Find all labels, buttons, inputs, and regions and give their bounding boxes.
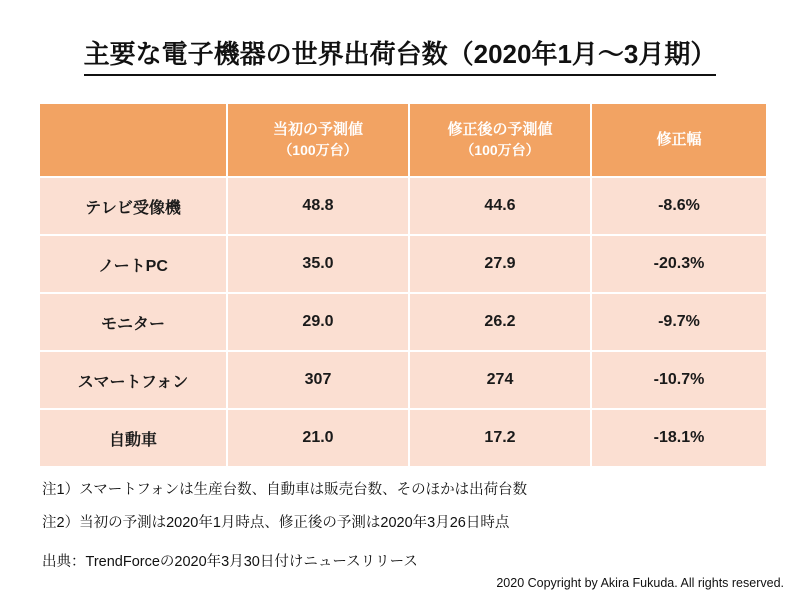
page-title-text: 主要な電子機器の世界出荷台数（2020年1月〜3月期）	[84, 34, 717, 76]
cell-notebook-pc-change: -20.3%	[592, 236, 766, 292]
footnote-1: 注1）スマートフォンは生産台数、自動車は販売台数、そのほかは出荷台数	[42, 482, 528, 498]
column-header-revised-line1: 修正後の予測値	[447, 121, 553, 139]
cell-monitor-revised: 26.2	[410, 294, 590, 350]
cell-automobile-initial: 21.0	[228, 410, 408, 466]
cell-monitor-initial: 29.0	[228, 294, 408, 350]
cell-tv-change: -8.6%	[592, 178, 766, 234]
cell-smartphone-revised: 274	[410, 352, 590, 408]
cell-smartphone-initial: 307	[228, 352, 408, 408]
column-header-category	[40, 104, 226, 176]
footnote-2: 注2）当初の予測は2020年1月時点、修正後の予測は2020年3月26日時点	[42, 515, 510, 531]
source-line: 出典：TrendForceの2020年3月30日付けニュースリリース	[42, 554, 418, 570]
row-label-notebook-pc: ノートPC	[40, 236, 226, 292]
table-row	[40, 410, 766, 466]
table-header	[40, 104, 766, 176]
table-row	[40, 236, 766, 292]
footnotes	[42, 478, 762, 571]
row-label-tv: テレビ受像機	[40, 178, 226, 234]
cell-automobile-revised: 17.2	[410, 410, 590, 466]
cell-notebook-pc-revised: 27.9	[410, 236, 590, 292]
copyright-notice: 2020 Copyright by Akira Fukuda. All rights reserved.	[496, 576, 784, 590]
shipment-table	[38, 102, 768, 468]
cell-tv-initial: 48.8	[228, 178, 408, 234]
row-label-smartphone: スマートフォン	[40, 352, 226, 408]
table-header-row	[40, 104, 766, 176]
row-label-automobile: 自動車	[40, 410, 226, 466]
table-row	[40, 178, 766, 234]
column-header-initial	[228, 104, 408, 176]
table-body	[40, 178, 766, 466]
column-header-revised-line2: （100万台）	[460, 141, 540, 158]
cell-monitor-change: -9.7%	[592, 294, 766, 350]
row-label-monitor: モニター	[40, 294, 226, 350]
column-header-initial-line2: （100万台）	[278, 141, 358, 158]
cell-notebook-pc-initial: 35.0	[228, 236, 408, 292]
table-row	[40, 294, 766, 350]
cell-tv-revised: 44.6	[410, 178, 590, 234]
page-title	[0, 34, 800, 76]
cell-smartphone-change: -10.7%	[592, 352, 766, 408]
column-header-change: 修正幅	[592, 104, 766, 176]
cell-automobile-change: -18.1%	[592, 410, 766, 466]
column-header-revised	[410, 104, 590, 176]
column-header-initial-line1: 当初の予測値	[272, 121, 363, 139]
table-row	[40, 352, 766, 408]
